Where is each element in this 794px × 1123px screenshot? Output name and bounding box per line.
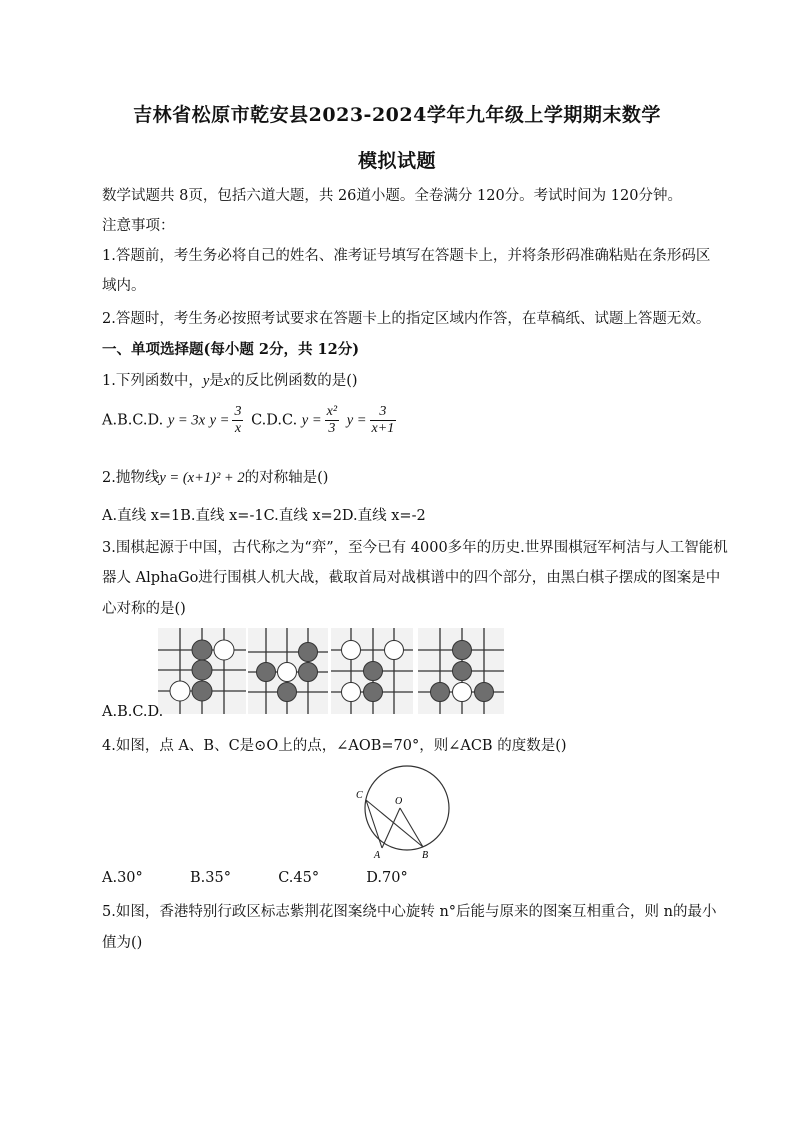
black-stone <box>364 683 383 702</box>
q2-equation: y = (x+1)² + 2 <box>159 470 245 486</box>
white-stone <box>453 683 472 702</box>
black-stone <box>278 683 297 702</box>
circle-o <box>365 766 449 850</box>
question-1-options <box>102 404 399 437</box>
question-4-options <box>102 870 408 886</box>
q1-stem-suffix: 的反比例函数的是() <box>230 373 358 389</box>
q1-equation-b-fraction <box>232 404 243 437</box>
question-5-line-2: 值为() <box>102 935 143 951</box>
black-stone <box>453 662 472 681</box>
notice-item-1: 1.答题前，考生务必将自己的姓名、准考证号填写在答题卡上，并将条形码准确粘贴在条形码区 <box>102 248 711 264</box>
black-stone <box>192 681 212 701</box>
question-4-stem: 4.如图，点 A、B、C是⊙O上的点，∠AOB=70°，则∠ACB 的度数是() <box>102 738 567 754</box>
q2-stem-prefix: 2.抛物线 <box>102 470 160 486</box>
q1-eq-c-denominator: 3 <box>328 421 336 436</box>
q1-option-labels: A.B.C.D. <box>102 412 164 429</box>
notice-heading: 注意事项： <box>102 218 175 234</box>
q1-stem-x: x <box>223 373 231 389</box>
intro-summary: 数学试题共 8页，包括六道大题，共 26道小题。全卷满分 120分。考试时间为 120分钟。 <box>102 188 682 204</box>
black-stone <box>192 640 212 660</box>
black-stone <box>431 683 450 702</box>
black-stone <box>257 663 276 682</box>
white-stone <box>342 641 361 660</box>
q1-eq-c-numerator: x² <box>326 404 338 419</box>
q1-stem-y: y <box>202 373 210 389</box>
question-3-line-1: 3.围棋起源于中国，古代称之为“弈”，至今已有 4000多年的历史.世界围棋冠军柯洁与人工智能机 <box>102 540 728 556</box>
q1-equation-a: y = 3x <box>167 412 206 429</box>
q1-stem-prefix: 1.下列函数中， <box>102 373 203 389</box>
go-pattern-c <box>331 628 413 714</box>
q1-option-mid: C.D.C. <box>251 412 298 429</box>
question-3-line-2: 器人 AlphaGo进行围棋人机大战，截取首局对战棋谱中的四个部分，由黑白棋子摆成的图案是中 <box>102 570 721 586</box>
notice-item-2: 2.答题时，考生务必按照考试要求在答题卡上的指定区域内作答，在草稿纸、试题上答题无效。 <box>102 311 711 327</box>
q4-option-d: D.70° <box>366 870 408 886</box>
circle-geometry-figure <box>355 760 460 860</box>
q4-option-b: B.35° <box>190 870 231 886</box>
q1-equation-c-lhs: y = <box>301 412 322 429</box>
q1-eq-d-numerator: 3 <box>370 404 397 421</box>
white-stone <box>385 641 404 660</box>
q1-eq-d-denominator: x+1 <box>371 421 395 436</box>
white-stone <box>342 683 361 702</box>
black-stone <box>299 663 318 682</box>
label-o: O <box>395 796 403 807</box>
go-pattern-b <box>248 628 328 714</box>
q4-option-a: A.30° <box>102 870 143 886</box>
white-stone <box>278 663 297 682</box>
label-a: A <box>374 850 381 860</box>
label-c: C <box>356 790 363 801</box>
label-b: B <box>422 850 429 860</box>
black-stone <box>475 683 494 702</box>
q1-eq-b-numerator: 3 <box>234 404 242 419</box>
white-stone <box>214 640 234 660</box>
question-3-options: A.B.C.D. <box>102 704 164 720</box>
page-subtitle: 模拟试题 <box>357 150 436 172</box>
q1-equation-c-fraction <box>325 404 339 437</box>
question-2-options: A.直线 x=1B.直线 x=-1C.直线 x=2D.直线 x=-2 <box>102 508 426 524</box>
go-pattern-d <box>418 628 504 714</box>
section-heading: 一、单项选择题(每小题 2分，共 12分) <box>102 341 360 358</box>
q1-equation-d-fraction <box>370 404 397 437</box>
black-stone <box>453 641 472 660</box>
q4-option-c: C.45° <box>278 870 320 886</box>
question-5-line-1: 5.如图，香港特别行政区标志紫荆花图案绕中心旋转 n°后能与原来的图案互相重合，则 n的最小 <box>102 904 717 920</box>
black-stone <box>192 660 212 680</box>
question-3-line-3: 心对称的是() <box>102 601 186 617</box>
question-1-stem <box>102 369 358 390</box>
q2-stem-suffix: 的对称轴是() <box>244 470 329 486</box>
black-stone <box>364 662 383 681</box>
question-2-stem <box>102 466 328 487</box>
white-stone <box>170 681 190 701</box>
q1-equation-b-lhs: y = <box>209 412 230 429</box>
notice-item-1-cont: 域内。 <box>102 278 146 294</box>
black-stone <box>299 643 318 662</box>
go-pattern-a <box>158 628 246 714</box>
q1-eq-b-denominator: x <box>234 421 242 436</box>
q1-stem-mid: 是 <box>209 373 224 389</box>
q1-equation-d-lhs: y = <box>346 412 367 429</box>
page-title: 吉林省松原市乾安县2023-2024学年九年级上学期期末数学 <box>133 104 661 126</box>
